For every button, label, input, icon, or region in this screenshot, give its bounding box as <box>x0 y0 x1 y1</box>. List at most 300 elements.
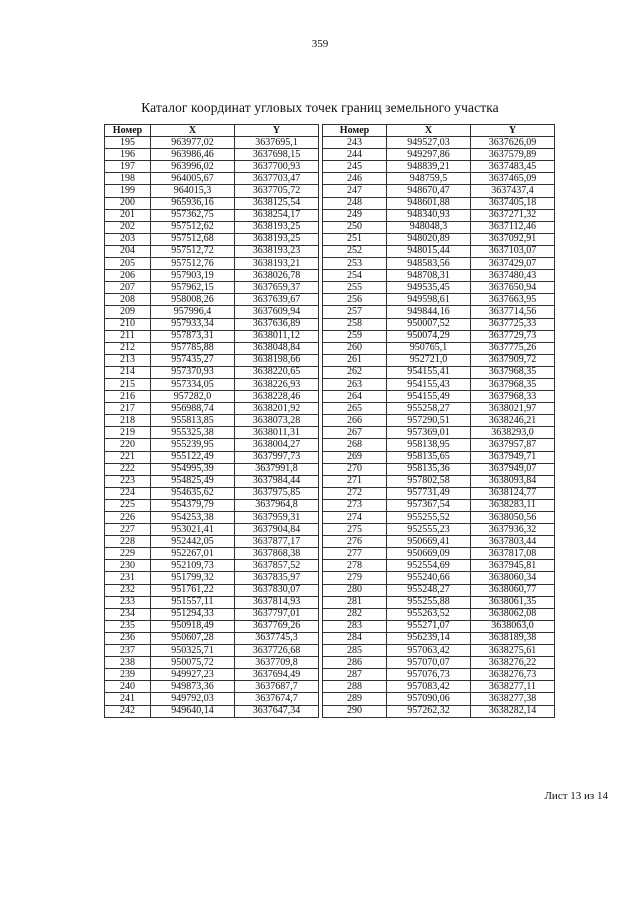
table-row <box>323 584 555 596</box>
table-row <box>105 185 319 197</box>
y-coordinate: 3637959,31 <box>235 512 319 524</box>
y-coordinate: 3637663,95 <box>471 294 555 306</box>
point-number: 239 <box>105 669 151 681</box>
x-coordinate: 954155,41 <box>387 366 471 378</box>
point-number: 286 <box>323 657 387 669</box>
table-row <box>323 487 555 499</box>
y-coordinate: 3637609,94 <box>235 306 319 318</box>
y-coordinate: 3637769,26 <box>235 620 319 632</box>
point-number: 221 <box>105 451 151 463</box>
table-row <box>105 572 319 584</box>
point-number: 277 <box>323 548 387 560</box>
y-coordinate: 3638048,84 <box>235 342 319 354</box>
y-coordinate: 3637112,46 <box>471 221 555 233</box>
y-coordinate: 3637997,73 <box>235 451 319 463</box>
y-coordinate: 3638061,35 <box>471 596 555 608</box>
x-coordinate: 957282,0 <box>151 391 235 403</box>
table-row <box>105 705 319 717</box>
point-number: 225 <box>105 499 151 511</box>
point-number: 217 <box>105 403 151 415</box>
point-number: 211 <box>105 330 151 342</box>
table-row <box>105 669 319 681</box>
table-row <box>105 330 319 342</box>
table-row <box>105 475 319 487</box>
x-coordinate: 955248,27 <box>387 584 471 596</box>
point-number: 245 <box>323 161 387 173</box>
y-coordinate: 3638226,93 <box>235 378 319 390</box>
table-row <box>105 403 319 415</box>
table-row <box>323 354 555 366</box>
x-coordinate: 949527,03 <box>387 137 471 149</box>
y-coordinate: 3638193,25 <box>235 221 319 233</box>
y-coordinate: 3637991,8 <box>235 463 319 475</box>
point-number: 235 <box>105 620 151 632</box>
x-coordinate: 950075,72 <box>151 657 235 669</box>
x-coordinate: 950074,29 <box>387 330 471 342</box>
point-number: 264 <box>323 391 387 403</box>
x-coordinate: 950669,41 <box>387 536 471 548</box>
x-coordinate: 948340,93 <box>387 209 471 221</box>
y-coordinate: 3637975,85 <box>235 487 319 499</box>
x-coordinate: 957933,34 <box>151 318 235 330</box>
table-row <box>323 330 555 342</box>
x-coordinate: 952554,69 <box>387 560 471 572</box>
x-coordinate: 949535,45 <box>387 282 471 294</box>
table-row <box>323 221 555 233</box>
point-number: 271 <box>323 475 387 487</box>
point-number: 275 <box>323 524 387 536</box>
y-coordinate: 3637957,87 <box>471 439 555 451</box>
x-coordinate: 957435,27 <box>151 354 235 366</box>
y-coordinate: 3637726,68 <box>235 645 319 657</box>
x-coordinate: 955813,85 <box>151 415 235 427</box>
x-coordinate: 964015,3 <box>151 185 235 197</box>
y-coordinate: 3637968,33 <box>471 391 555 403</box>
point-number: 236 <box>105 632 151 644</box>
x-coordinate: 948601,88 <box>387 197 471 209</box>
x-coordinate: 950007,52 <box>387 318 471 330</box>
point-number: 259 <box>323 330 387 342</box>
y-coordinate: 3638073,28 <box>235 415 319 427</box>
point-number: 251 <box>323 233 387 245</box>
point-number: 241 <box>105 693 151 705</box>
table-row <box>323 693 555 705</box>
x-coordinate: 954155,49 <box>387 391 471 403</box>
y-coordinate: 3637694,49 <box>235 669 319 681</box>
point-number: 257 <box>323 306 387 318</box>
y-coordinate: 3638063,0 <box>471 620 555 632</box>
y-coordinate: 3637714,56 <box>471 306 555 318</box>
point-number: 261 <box>323 354 387 366</box>
y-coordinate: 3637814,93 <box>235 596 319 608</box>
table-row <box>323 439 555 451</box>
table-row <box>323 451 555 463</box>
y-coordinate: 3638283,11 <box>471 499 555 511</box>
point-number: 223 <box>105 475 151 487</box>
x-coordinate: 954635,62 <box>151 487 235 499</box>
table-row <box>105 173 319 185</box>
table-row <box>105 512 319 524</box>
point-number: 220 <box>105 439 151 451</box>
table-row <box>105 366 319 378</box>
table-row <box>323 499 555 511</box>
x-coordinate: 952267,01 <box>151 548 235 560</box>
y-coordinate: 3637949,71 <box>471 451 555 463</box>
x-coordinate: 952442,05 <box>151 536 235 548</box>
y-coordinate: 3637650,94 <box>471 282 555 294</box>
x-coordinate: 954155,43 <box>387 378 471 390</box>
point-number: 243 <box>323 137 387 149</box>
x-coordinate: 957090,06 <box>387 693 471 705</box>
x-coordinate: 957996,4 <box>151 306 235 318</box>
x-coordinate: 963986,46 <box>151 149 235 161</box>
y-coordinate: 3638004,27 <box>235 439 319 451</box>
y-coordinate: 3637709,8 <box>235 657 319 669</box>
table-row <box>323 475 555 487</box>
table-row <box>323 403 555 415</box>
table-row <box>105 378 319 390</box>
y-coordinate: 3638193,25 <box>235 233 319 245</box>
point-number: 254 <box>323 270 387 282</box>
point-number: 206 <box>105 270 151 282</box>
point-number: 246 <box>323 173 387 185</box>
point-number: 268 <box>323 439 387 451</box>
x-coordinate: 952109,73 <box>151 560 235 572</box>
x-coordinate: 957512,72 <box>151 245 235 257</box>
x-coordinate: 963977,02 <box>151 137 235 149</box>
point-number: 202 <box>105 221 151 233</box>
x-coordinate: 963996,02 <box>151 161 235 173</box>
y-coordinate: 3637725,33 <box>471 318 555 330</box>
x-coordinate: 949844,16 <box>387 306 471 318</box>
table-row <box>323 318 555 330</box>
point-number: 276 <box>323 536 387 548</box>
point-number: 283 <box>323 620 387 632</box>
x-coordinate: 950325,71 <box>151 645 235 657</box>
point-number: 279 <box>323 572 387 584</box>
header-number: Номер <box>105 125 151 137</box>
table-row <box>105 693 319 705</box>
y-coordinate: 3637830,07 <box>235 584 319 596</box>
x-coordinate: 958135,36 <box>387 463 471 475</box>
point-number: 270 <box>323 463 387 475</box>
table-row <box>323 645 555 657</box>
y-coordinate: 3638228,46 <box>235 391 319 403</box>
table-row <box>323 596 555 608</box>
table-row <box>105 258 319 270</box>
table-row <box>105 354 319 366</box>
table-row <box>105 524 319 536</box>
y-coordinate: 3638276,73 <box>471 669 555 681</box>
table-row <box>105 197 319 209</box>
point-number: 284 <box>323 632 387 644</box>
table-row <box>323 173 555 185</box>
x-coordinate: 948015,44 <box>387 245 471 257</box>
table-row <box>323 524 555 536</box>
point-number: 252 <box>323 245 387 257</box>
x-coordinate: 948670,47 <box>387 185 471 197</box>
table-row <box>105 270 319 282</box>
point-number: 278 <box>323 560 387 572</box>
table-row <box>323 161 555 173</box>
x-coordinate: 957785,88 <box>151 342 235 354</box>
point-number: 233 <box>105 596 151 608</box>
x-coordinate: 955325,38 <box>151 427 235 439</box>
header-y: Y <box>471 125 555 137</box>
x-coordinate: 952555,23 <box>387 524 471 536</box>
x-coordinate: 948048,3 <box>387 221 471 233</box>
point-number: 265 <box>323 403 387 415</box>
point-number: 203 <box>105 233 151 245</box>
x-coordinate: 954825,49 <box>151 475 235 487</box>
point-number: 288 <box>323 681 387 693</box>
x-coordinate: 949598,61 <box>387 294 471 306</box>
table-row <box>105 149 319 161</box>
y-coordinate: 3637687,7 <box>235 681 319 693</box>
x-coordinate: 948839,21 <box>387 161 471 173</box>
y-coordinate: 3638246,21 <box>471 415 555 427</box>
x-coordinate: 957367,54 <box>387 499 471 511</box>
point-number: 227 <box>105 524 151 536</box>
x-coordinate: 957290,51 <box>387 415 471 427</box>
point-number: 249 <box>323 209 387 221</box>
x-coordinate: 948759,5 <box>387 173 471 185</box>
x-coordinate: 955255,52 <box>387 512 471 524</box>
y-coordinate: 3637968,35 <box>471 366 555 378</box>
table-row <box>105 536 319 548</box>
x-coordinate: 951557,11 <box>151 596 235 608</box>
y-coordinate: 3638011,31 <box>235 427 319 439</box>
table-row <box>323 560 555 572</box>
x-coordinate: 957731,49 <box>387 487 471 499</box>
x-coordinate: 949640,14 <box>151 705 235 717</box>
x-coordinate: 955240,66 <box>387 572 471 584</box>
point-number: 199 <box>105 185 151 197</box>
y-coordinate: 3638276,22 <box>471 657 555 669</box>
point-number: 215 <box>105 378 151 390</box>
point-number: 198 <box>105 173 151 185</box>
y-coordinate: 3638254,17 <box>235 209 319 221</box>
x-coordinate: 950669,09 <box>387 548 471 560</box>
y-coordinate: 3637092,91 <box>471 233 555 245</box>
table-row <box>323 209 555 221</box>
y-coordinate: 3638193,23 <box>235 245 319 257</box>
header-y: Y <box>235 125 319 137</box>
y-coordinate: 3638011,12 <box>235 330 319 342</box>
y-coordinate: 3638275,61 <box>471 645 555 657</box>
x-coordinate: 957369,01 <box>387 427 471 439</box>
x-coordinate: 951761,22 <box>151 584 235 596</box>
table-row <box>323 415 555 427</box>
point-number: 263 <box>323 378 387 390</box>
y-coordinate: 3637647,34 <box>235 705 319 717</box>
table-row <box>323 270 555 282</box>
table-row <box>323 149 555 161</box>
table-row <box>105 645 319 657</box>
point-number: 282 <box>323 608 387 620</box>
y-coordinate: 3637483,45 <box>471 161 555 173</box>
x-coordinate: 949927,23 <box>151 669 235 681</box>
y-coordinate: 3637904,84 <box>235 524 319 536</box>
y-coordinate: 3638021,97 <box>471 403 555 415</box>
y-coordinate: 3637659,37 <box>235 282 319 294</box>
y-coordinate: 3638050,56 <box>471 512 555 524</box>
y-coordinate: 3637984,44 <box>235 475 319 487</box>
x-coordinate: 957802,58 <box>387 475 471 487</box>
table-row <box>323 306 555 318</box>
table-row <box>105 681 319 693</box>
y-coordinate: 3637835,97 <box>235 572 319 584</box>
table-row <box>323 197 555 209</box>
point-number: 226 <box>105 512 151 524</box>
table-row <box>105 439 319 451</box>
table-row <box>323 463 555 475</box>
table-row <box>323 572 555 584</box>
point-number: 201 <box>105 209 151 221</box>
x-coordinate: 955258,27 <box>387 403 471 415</box>
y-coordinate: 3637775,26 <box>471 342 555 354</box>
table-row <box>323 620 555 632</box>
x-coordinate: 950918,49 <box>151 620 235 632</box>
y-coordinate: 3638277,38 <box>471 693 555 705</box>
x-coordinate: 950765,1 <box>387 342 471 354</box>
x-coordinate: 955239,95 <box>151 439 235 451</box>
point-number: 262 <box>323 366 387 378</box>
point-number: 273 <box>323 499 387 511</box>
point-number: 204 <box>105 245 151 257</box>
x-coordinate: 957070,07 <box>387 657 471 669</box>
point-number: 290 <box>323 705 387 717</box>
table-row <box>105 427 319 439</box>
point-number: 200 <box>105 197 151 209</box>
point-number: 280 <box>323 584 387 596</box>
table-row <box>105 596 319 608</box>
point-number: 216 <box>105 391 151 403</box>
point-number: 285 <box>323 645 387 657</box>
x-coordinate: 958135,65 <box>387 451 471 463</box>
y-coordinate: 3637437,4 <box>471 185 555 197</box>
point-number: 196 <box>105 149 151 161</box>
y-coordinate: 3637949,07 <box>471 463 555 475</box>
point-number: 247 <box>323 185 387 197</box>
point-number: 255 <box>323 282 387 294</box>
table-row <box>323 378 555 390</box>
point-number: 272 <box>323 487 387 499</box>
x-coordinate: 956239,14 <box>387 632 471 644</box>
table-row <box>323 282 555 294</box>
point-number: 250 <box>323 221 387 233</box>
x-coordinate: 955122,49 <box>151 451 235 463</box>
table-row <box>105 584 319 596</box>
table-row <box>323 366 555 378</box>
x-coordinate: 957370,93 <box>151 366 235 378</box>
point-number: 267 <box>323 427 387 439</box>
table-row <box>323 185 555 197</box>
y-coordinate: 3638060,77 <box>471 584 555 596</box>
x-coordinate: 951799,32 <box>151 572 235 584</box>
y-coordinate: 3638060,34 <box>471 572 555 584</box>
y-coordinate: 3638026,78 <box>235 270 319 282</box>
y-coordinate: 3637103,07 <box>471 245 555 257</box>
x-coordinate: 952721,0 <box>387 354 471 366</box>
table-row <box>323 427 555 439</box>
point-number: 212 <box>105 342 151 354</box>
y-coordinate: 3637700,93 <box>235 161 319 173</box>
table-row <box>323 681 555 693</box>
table-row <box>105 306 319 318</box>
x-coordinate: 949873,36 <box>151 681 235 693</box>
y-coordinate: 3637877,17 <box>235 536 319 548</box>
point-number: 218 <box>105 415 151 427</box>
table-row <box>323 632 555 644</box>
x-coordinate: 950607,28 <box>151 632 235 644</box>
point-number: 281 <box>323 596 387 608</box>
table-row <box>323 294 555 306</box>
y-coordinate: 3638201,92 <box>235 403 319 415</box>
y-coordinate: 3637909,72 <box>471 354 555 366</box>
x-coordinate: 957512,76 <box>151 258 235 270</box>
point-number: 214 <box>105 366 151 378</box>
coordinates-table-right <box>322 124 555 718</box>
y-coordinate: 3637465,09 <box>471 173 555 185</box>
table-row <box>105 221 319 233</box>
table-row <box>105 463 319 475</box>
table-row <box>105 318 319 330</box>
x-coordinate: 957262,32 <box>387 705 471 717</box>
point-number: 222 <box>105 463 151 475</box>
x-coordinate: 956988,74 <box>151 403 235 415</box>
y-coordinate: 3637674,7 <box>235 693 319 705</box>
y-coordinate: 3637695,1 <box>235 137 319 149</box>
table-row <box>105 282 319 294</box>
point-number: 197 <box>105 161 151 173</box>
point-number: 210 <box>105 318 151 330</box>
point-number: 258 <box>323 318 387 330</box>
table-row <box>323 391 555 403</box>
y-coordinate: 3637626,09 <box>471 137 555 149</box>
point-number: 260 <box>323 342 387 354</box>
x-coordinate: 948708,31 <box>387 270 471 282</box>
x-coordinate: 953021,41 <box>151 524 235 536</box>
point-number: 208 <box>105 294 151 306</box>
y-coordinate: 3637857,52 <box>235 560 319 572</box>
table-row <box>105 451 319 463</box>
y-coordinate: 3637429,07 <box>471 258 555 270</box>
y-coordinate: 3637729,73 <box>471 330 555 342</box>
y-coordinate: 3638124,77 <box>471 487 555 499</box>
page-number: 359 <box>311 38 329 50</box>
x-coordinate: 957873,31 <box>151 330 235 342</box>
point-number: 269 <box>323 451 387 463</box>
point-number: 195 <box>105 137 151 149</box>
table-row <box>323 669 555 681</box>
x-coordinate: 957083,42 <box>387 681 471 693</box>
table-row <box>105 620 319 632</box>
y-coordinate: 3637703,47 <box>235 173 319 185</box>
point-number: 232 <box>105 584 151 596</box>
x-coordinate: 951294,33 <box>151 608 235 620</box>
x-coordinate: 957512,62 <box>151 221 235 233</box>
table-row <box>105 657 319 669</box>
y-coordinate: 3637271,32 <box>471 209 555 221</box>
y-coordinate: 3637579,89 <box>471 149 555 161</box>
table-row <box>105 209 319 221</box>
y-coordinate: 3637480,43 <box>471 270 555 282</box>
point-number: 287 <box>323 669 387 681</box>
y-coordinate: 3638220,65 <box>235 366 319 378</box>
y-coordinate: 3637797,01 <box>235 608 319 620</box>
table-row <box>323 536 555 548</box>
